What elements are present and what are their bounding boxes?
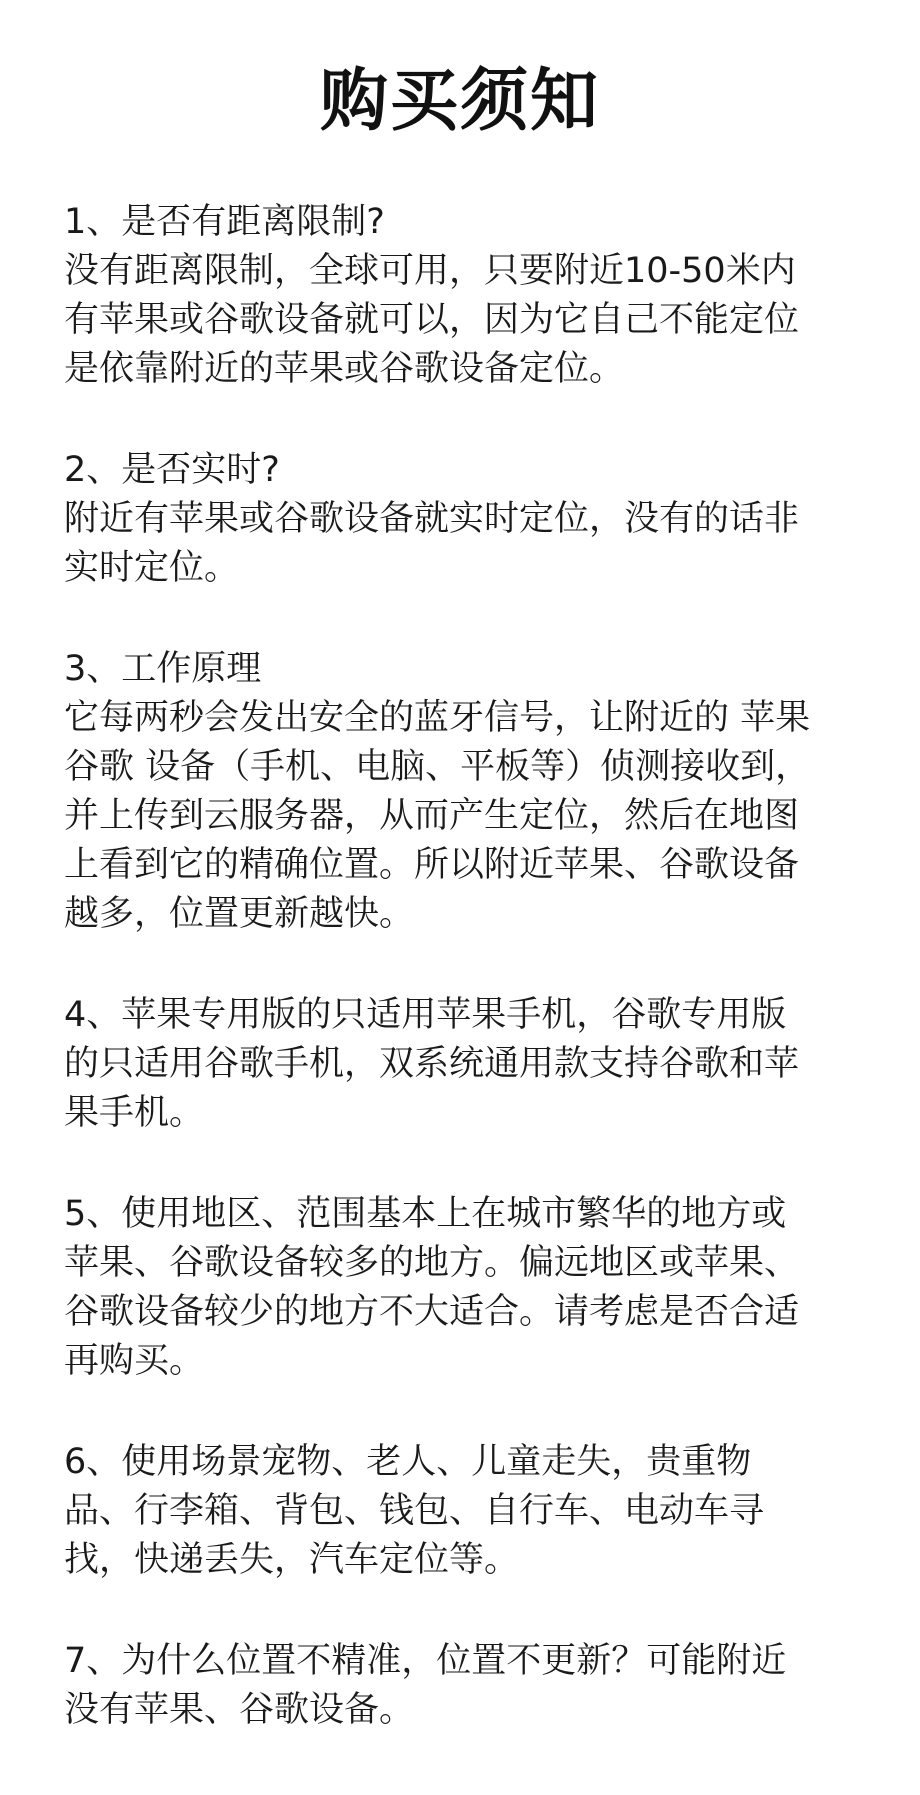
section-text-line: 实时定位。 <box>64 548 240 588</box>
section-text-line: 再购买。 <box>64 1341 205 1381</box>
section-text-line: 越多，位置更新越快。 <box>64 894 415 934</box>
section-heading: 2、是否实时? <box>64 450 280 490</box>
notice-section-1 <box>64 198 864 394</box>
section-text-line: 果手机。 <box>64 1093 205 1133</box>
section-text-line: 上看到它的精确位置。所以附近苹果、谷歌设备 <box>64 845 800 885</box>
page-title: 购买须知 <box>319 62 600 141</box>
section-heading: 3、工作原理 <box>64 649 262 689</box>
section-text-line: 它每两秒会发出安全的蓝牙信号，让附近的 苹果 <box>64 698 811 738</box>
section-text-line: 品、行李箱、背包、钱包、自行车、电动车寻 <box>64 1491 765 1531</box>
section-text-line: 没有距离限制，全球可用，只要附近10-50米内 <box>64 251 796 291</box>
notice-section-6 <box>64 1438 864 1585</box>
notice-section-4 <box>64 991 864 1138</box>
notice-section-5 <box>64 1190 864 1386</box>
notice-section-2 <box>64 446 864 593</box>
section-text-line: 没有苹果、谷歌设备。 <box>64 1690 415 1730</box>
section-text-line: 谷歌 设备（手机、电脑、平板等）侦测接收到， <box>64 747 811 787</box>
section-text-line: 是依靠附近的苹果或谷歌设备定位。 <box>64 349 625 389</box>
section-heading: 1、是否有距离限制? <box>64 202 385 242</box>
notice-content <box>64 198 864 1787</box>
section-text-line: 谷歌设备较少的地方不大适合。请考虑是否合适 <box>64 1292 800 1332</box>
section-heading: 5、使用地区、范围基本上在城市繁华的地方或 <box>64 1194 787 1234</box>
section-text-line: 找，快递丢失，汽车定位等。 <box>64 1540 520 1580</box>
section-text-line: 苹果、谷歌设备较多的地方。偏远地区或苹果、 <box>64 1243 800 1283</box>
section-text-line: 的只适用谷歌手机，双系统通用款支持谷歌和苹 <box>64 1044 800 1084</box>
notice-section-3 <box>64 645 864 939</box>
section-text-line: 附近有苹果或谷歌设备就实时定位，没有的话非 <box>64 499 800 539</box>
section-heading: 7、为什么位置不精准，位置不更新？可能附近 <box>64 1641 787 1681</box>
section-heading: 6、使用场景宠物、老人、儿童走失，贵重物 <box>64 1442 752 1482</box>
section-text-line: 有苹果或谷歌设备就可以，因为它自己不能定位 <box>64 300 800 340</box>
section-heading: 4、苹果专用版的只适用苹果手机，谷歌专用版 <box>64 995 787 1035</box>
section-text-line: 并上传到云服务器，从而产生定位，然后在地图 <box>64 796 800 836</box>
notice-section-7 <box>64 1637 864 1735</box>
